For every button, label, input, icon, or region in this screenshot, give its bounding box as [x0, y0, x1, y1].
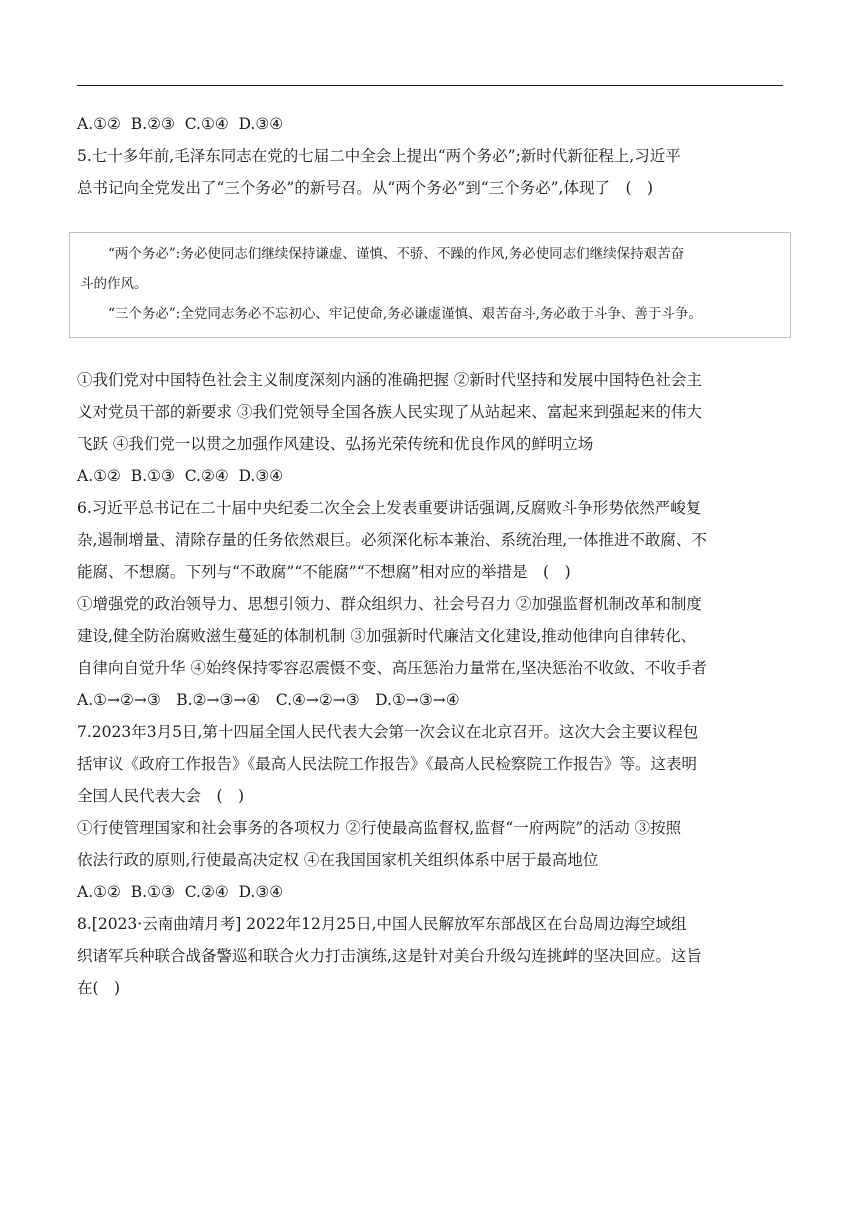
q8-stem-line: 织诸军兵种联合战备警巡和联合火力打击演练,这是针对美台升级勾连挑衅的坚决回应。这旨 — [77, 947, 702, 965]
material-three-musts: “三个务必”:全党同志务必不忘初心、牢记使命,务必谦虚谨慎、艰苦奋斗,务必敢于斗争、善于斗争。 — [108, 306, 702, 322]
q8-stem-line: 8.[2023·云南曲靖月考] 2022年12月25日,中国人民解放军东部战区在台岛周边海空域组 — [77, 915, 687, 933]
q6-options: A.①→②→③ B.②→③→④ C.④→②→③ D.①→③→④ — [77, 691, 460, 709]
q5-choice-line: 飞跃 ④我们党一以贯之加强作风建设、弘扬光荣传统和优良作风的鲜明立场 — [77, 435, 594, 453]
question-6 — [77, 492, 783, 716]
q6-choice-line: 建设,健全防治腐败滋生蔓延的体制机制 ③加强新时代廉洁文化建设,推动他律向自律转化、 — [77, 627, 697, 645]
q7-choice-line: 依法行政的原则,行使最高决定权 ④在我国国家机关组织体系中居于最高地位 — [77, 851, 599, 869]
q6-stem-line: 能腐、不想腐。下列与“不敢腐”“不能腐”“不想腐”相对应的举措是 ( ) — [77, 563, 571, 581]
q8-stem-line: 在( ) — [77, 979, 121, 997]
q7-stem-line: 全国人民代表大会 ( ) — [77, 787, 245, 805]
q7-choice-line: ①行使管理国家和社会事务的各项权力 ②行使最高监督权,监督“一府两院”的活动 ③按照 — [77, 819, 682, 837]
material-two-musts: “两个务必”:务必使同志们继续保持谦虚、谨慎、不骄、不躁的作风,务必使同志们继续保持艰苦奋 — [108, 246, 685, 262]
q6-choice-line: 自律向自觉升华 ④始终保持零容忍震慑不变、高压惩治力量常在,坚决惩治不收敛、不收手者 — [77, 659, 707, 677]
q6-stem-line: 6.习近平总书记在二十届中央纪委二次全会上发表重要讲话强调,反腐败斗争形势依然严峻复 — [77, 499, 702, 517]
material-two-musts-cont: 斗的作风。 — [80, 276, 148, 292]
question-8 — [77, 908, 783, 1004]
q5-choice-line: 义对党员干部的新要求 ③我们党领导全国各族人民实现了从站起来、富起来到强起来的伟大 — [77, 403, 702, 421]
q5-material-box — [69, 232, 791, 338]
document-body — [77, 108, 783, 1004]
q5-choice-line: ①我们党对中国特色社会主义制度深刻内涵的准确把握 ②新时代坚持和发展中国特色社会主 — [77, 371, 702, 389]
question-7 — [77, 716, 783, 908]
q7-stem-line: 7.2023年3月5日,第十四届全国人民代表大会第一次会议在北京召开。这次大会主要议程包 — [77, 723, 699, 741]
q7-options: A.①② B.①③ C.②④ D.③④ — [77, 883, 284, 901]
question-5 — [77, 140, 783, 492]
q6-choice-line: ①增强党的政治领导力、思想引领力、群众组织力、社会号召力 ②加强监督机制改革和制度 — [77, 595, 702, 613]
q4-options: A.①② B.②③ C.①④ D.③④ — [77, 115, 284, 133]
q6-stem-line: 杂,遏制增量、清除存量的任务依然艰巨。必须深化标本兼治、系统治理,一体推进不敢腐、不 — [77, 531, 707, 549]
q5-stem-line: 总书记向全党发出了“三个务必”的新号召。从“两个务必”到“三个务必”,体现了 ( ) — [77, 179, 654, 197]
q7-stem-line: 括审议《政府工作报告》《最高人民法院工作报告》《最高人民检察院工作报告》等。这表明 — [77, 755, 698, 773]
header-rule — [77, 85, 783, 86]
q5-stem-line: 5.七十多年前,毛泽东同志在党的七届二中全会上提出“两个务必”;新时代新征程上,习近平 — [77, 147, 681, 165]
q5-options: A.①② B.①③ C.②④ D.③④ — [77, 467, 284, 485]
